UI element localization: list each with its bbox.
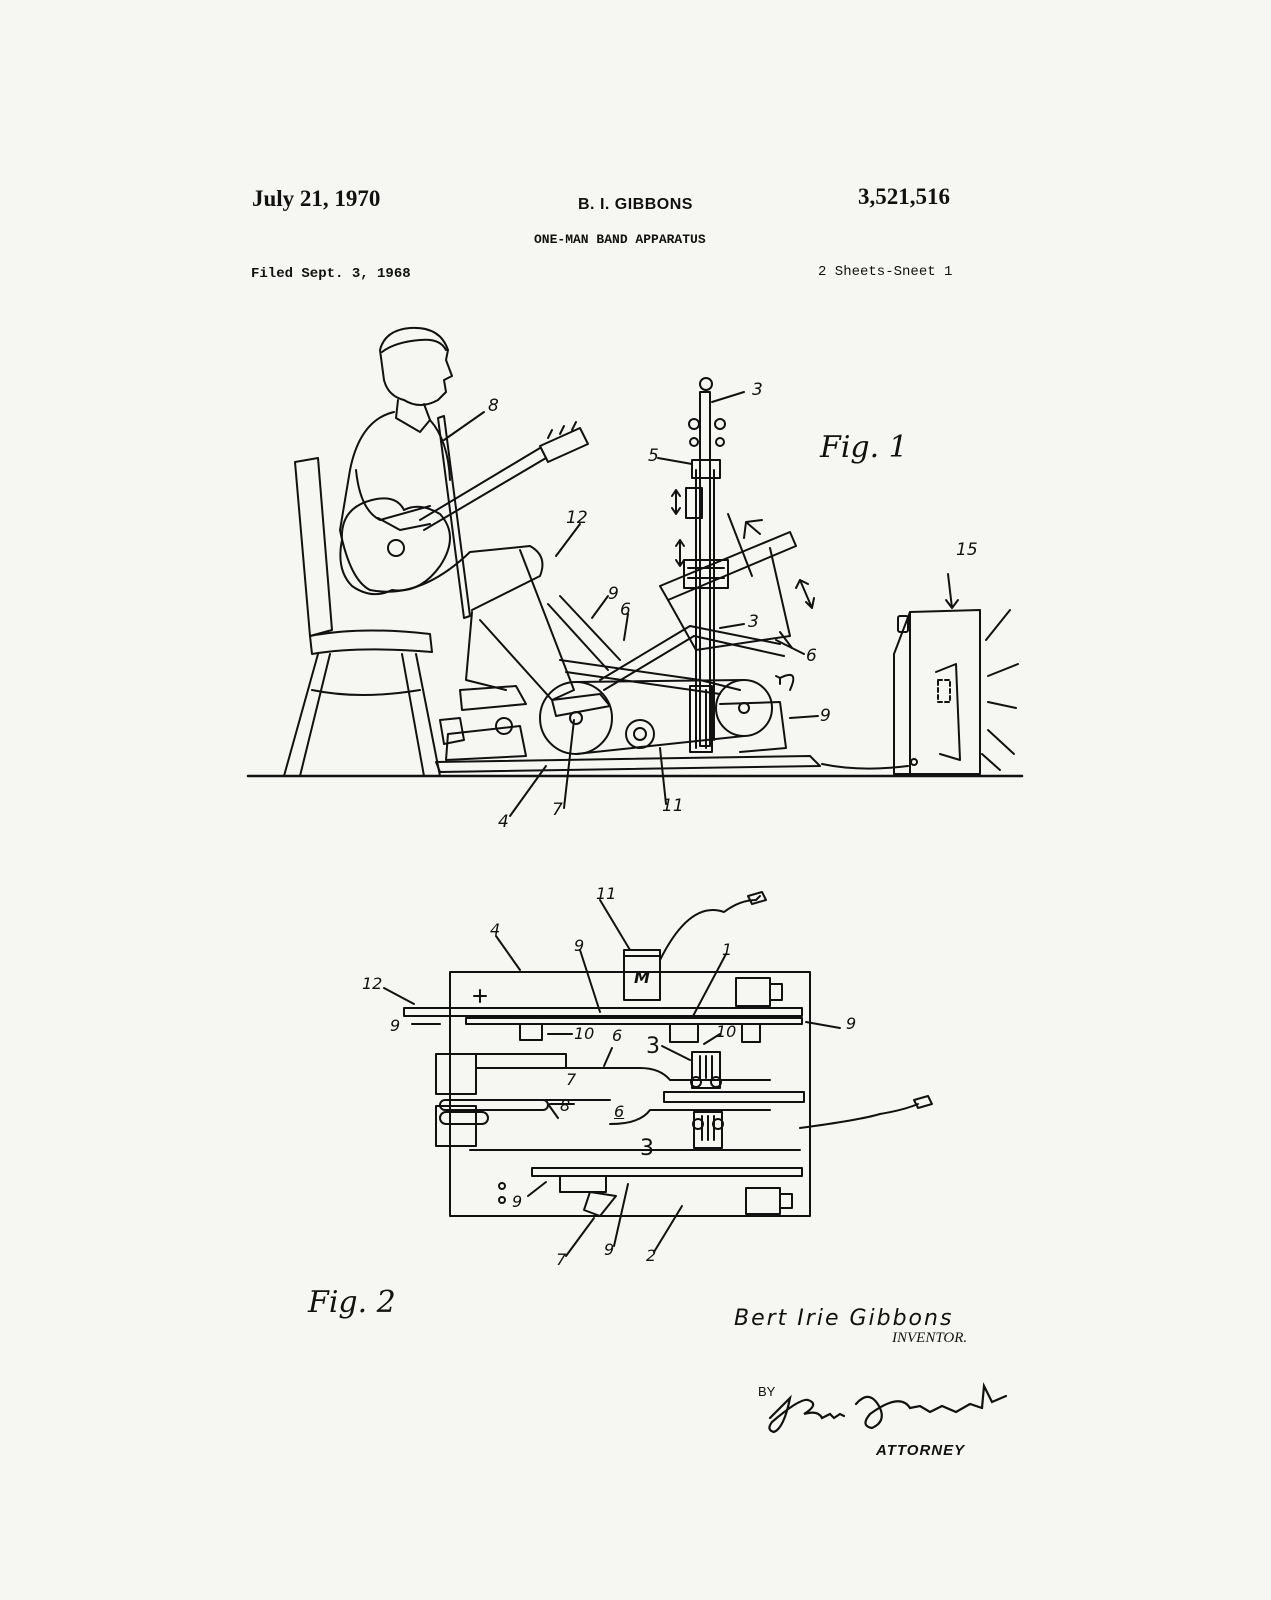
attorney-signature <box>760 1378 1020 1438</box>
figure-1-drawing <box>248 328 1022 816</box>
callout: 9 <box>820 706 831 726</box>
callout: 9 <box>574 936 585 955</box>
callout: 5 <box>648 446 659 466</box>
callout: 1 <box>722 940 733 959</box>
callout: 10 <box>716 1022 737 1041</box>
callout: 11 <box>596 884 617 903</box>
attorney-label: ATTORNEY <box>876 1442 966 1459</box>
callout: 6 <box>620 600 631 620</box>
callout: 12 <box>362 974 383 993</box>
linkage-drawing <box>548 596 784 694</box>
callout: 3 <box>752 380 763 400</box>
callout: 8 <box>488 396 499 416</box>
callout: 2 <box>646 1246 657 1265</box>
figure-1-label: Fig. 1 <box>820 430 908 465</box>
callout: 9 <box>608 584 619 604</box>
callout: 7 <box>552 800 563 820</box>
drive-mechanism-drawing <box>540 680 786 754</box>
callout: 6 <box>806 646 817 666</box>
sheet-count: 2 Sheets-Sneet 1 <box>818 264 953 280</box>
callout: 6 <box>614 1102 625 1121</box>
callout: 15 <box>956 540 978 560</box>
callout: 7 <box>556 1250 567 1269</box>
callout: 9 <box>846 1014 857 1033</box>
callout: 6 <box>612 1026 623 1045</box>
patent-number: 3,521,516 <box>858 184 950 209</box>
callout: 9 <box>512 1192 523 1211</box>
figure-2-label: Fig. 2 <box>308 1285 396 1320</box>
chair-drawing <box>284 458 440 776</box>
callout: 3 <box>748 612 759 632</box>
inventor-name: Bert Irie Gibbons <box>734 1306 954 1331</box>
inventor-label: INVENTOR. <box>892 1330 968 1346</box>
callout: 7 <box>566 1070 577 1089</box>
callout: 9 <box>390 1016 401 1035</box>
motor-label: M <box>634 968 650 987</box>
filed-date: Filed Sept. 3, 1968 <box>251 266 411 282</box>
inventor-short-name: B. I. GIBBONS <box>578 196 693 213</box>
patent-date: July 21, 1970 <box>252 186 381 211</box>
swing-frame-drawing <box>660 514 814 690</box>
callout: 11 <box>662 796 684 816</box>
callout: 12 <box>566 508 588 528</box>
callout: 4 <box>498 812 509 832</box>
callout: 8 <box>560 1096 571 1115</box>
callout: 3 <box>640 1136 654 1161</box>
patent-title: ONE-MAN BAND APPARATUS <box>534 232 706 247</box>
callout: 3 <box>646 1034 660 1059</box>
callout: 9 <box>604 1240 615 1259</box>
figure-2-drawing <box>384 892 932 1256</box>
by-label: BY <box>758 1384 776 1399</box>
callout: 4 <box>490 920 501 939</box>
amplifier-drawing <box>822 574 1018 774</box>
callout: 10 <box>574 1024 595 1043</box>
